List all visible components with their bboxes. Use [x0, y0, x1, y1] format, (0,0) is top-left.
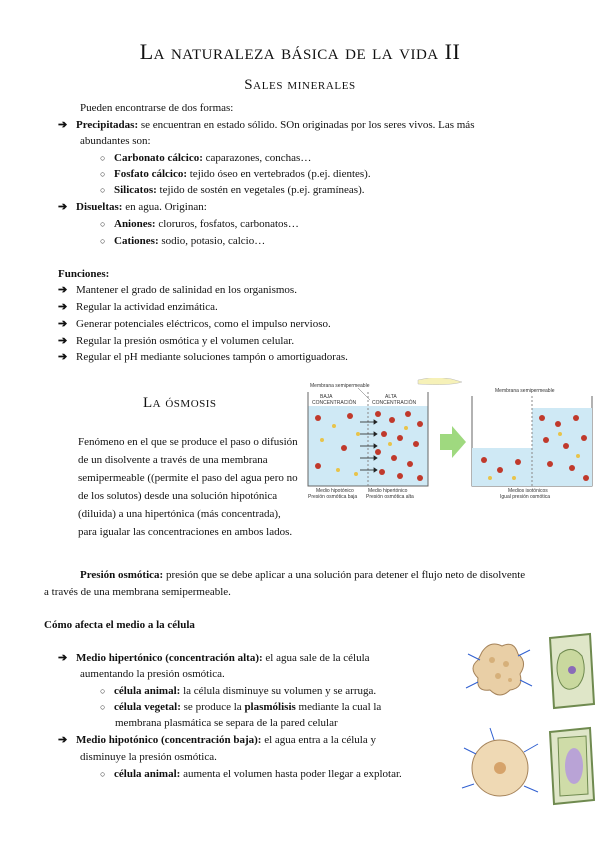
page-subtitle: Sales minerales [244, 77, 356, 93]
list-item-precipitadas: ➔ Precipitadas: se encuentran en estado sólido. SOn originadas por los seres vivos. Las más [58, 118, 474, 134]
high-conc-label-1: ALTA [385, 394, 397, 400]
arrow-right-icon: ➔ [58, 284, 68, 296]
list-item-continuation: abundantes son: [80, 135, 151, 147]
function-item: ➔ Generar potenciales eléctricos, como el impulso nervioso. [58, 317, 331, 333]
isotonic-label-2: Igual presión osmótica [500, 494, 551, 500]
function-item: ➔ Mantener el grado de salinidad en los organismos. [58, 283, 297, 299]
arrow-right-icon: ➔ [58, 351, 68, 363]
functions-heading: Funciones: [58, 268, 110, 280]
circle-bullet-icon: ○ [100, 236, 106, 246]
sublist-item: ○ Cationes: sodio, potasio, calcio… [100, 234, 265, 250]
hypotonic-label-2: Presión osmótica baja [308, 494, 358, 500]
arrow-right-icon: ➔ [58, 301, 68, 313]
circle-bullet-icon: ○ [100, 686, 106, 696]
hypertonic-item: ➔ Medio hipertónico (concentración alta): el agua sale de la célula [58, 651, 370, 667]
low-conc-label-1: BAJA [320, 394, 333, 400]
arrow-right-icon: ➔ [58, 335, 68, 347]
hypotonic-item: ➔ Medio hipotónico (concentración baja): el agua entra a la célula y [58, 733, 376, 749]
hypertonic-cells-illustration [460, 630, 596, 712]
hypotonic-continuation: disminuye la presión osmótica. [80, 751, 217, 763]
function-item: ➔ Regular la actividad enzimática. [58, 300, 218, 316]
right-beaker-water-left [472, 448, 532, 486]
osmotic-pressure-definition: Presión osmótica: presión que se debe aplicar a una solución para detener el flujo neto de disolvente [80, 569, 526, 581]
arrow-right-icon: ➔ [58, 734, 68, 746]
isotonic-label-1: Medios isotónicos [508, 488, 548, 494]
hypotonic-cells-illustration [460, 726, 596, 808]
membrane-label-left: Membrana semipermeable [310, 383, 370, 389]
low-conc-label-2: CONCENTRACIÓN [312, 400, 357, 406]
arrow-right-icon: ➔ [58, 119, 68, 131]
osmotic-pressure-continuation: a través de una membrana semipermeable. [44, 586, 231, 598]
sublist-item: ○ Aniones: cloruros, fosfatos, carbonatos… [100, 217, 299, 233]
list-item-disueltas: ➔ Disueltas: en agua. Originan: [58, 200, 207, 216]
speech-bubble-shape [418, 378, 462, 385]
circle-bullet-icon: ○ [100, 169, 106, 179]
circle-bullet-icon: ○ [100, 769, 106, 779]
circle-bullet-icon: ○ [100, 702, 106, 712]
sublist-item: ○ Silicatos: tejido de sostén en vegetales (p.ej. gramíneas). [100, 183, 365, 199]
sublist-item: ○ Carbonato cálcico: caparazones, conchas… [100, 151, 311, 167]
nucleus-icon [494, 762, 506, 774]
vacuole-icon [565, 748, 583, 784]
cell-heading: Cómo afecta el medio a la célula [44, 619, 195, 631]
page-title: La naturaleza básica de la vida II [139, 39, 461, 64]
hypotonic-label-1: Medio hipotónico [316, 488, 354, 494]
sublist-item: ○ célula animal: aumenta el volumen hasta poder llegar a explotar. [100, 767, 402, 783]
circle-bullet-icon: ○ [100, 185, 106, 195]
osmosis-heading: La ósmosis [143, 395, 217, 411]
function-item: ➔ Regular la presión osmótica y el volumen celular. [58, 334, 294, 350]
high-conc-label-2: CONCENTRACIÓN [372, 400, 417, 406]
process-arrow-icon [440, 426, 466, 458]
osmosis-diagram [300, 378, 600, 508]
membrane-label-right: Membrana semipermeable [495, 388, 555, 394]
hypertonic-label-2: Presión osmótica alta [366, 494, 414, 500]
arrow-right-icon: ➔ [58, 318, 68, 330]
sublist-item: ○ célula animal: la célula disminuye su volumen y se arruga. [100, 684, 376, 700]
hypertonic-continuation: aumentando la presión osmótica. [80, 668, 225, 680]
sublist-item: ○ célula vegetal: se produce la plasmólisis mediante la cual la [100, 700, 381, 716]
hypertonic-label-1: Medio hipertónico [368, 488, 408, 494]
arrow-right-icon: ➔ [58, 201, 68, 213]
function-item: ➔ Regular el pH mediante soluciones tampón o amortiguadoras. [58, 350, 348, 366]
intro-text: Pueden encontrarse de dos formas: [80, 102, 234, 114]
circle-bullet-icon: ○ [100, 219, 106, 229]
nucleus-icon [568, 666, 576, 674]
arrow-right-icon: ➔ [58, 652, 68, 664]
sublist-item: ○ Fosfato cálcico: tejido óseo en vertebrados (p.ej. dientes). [100, 167, 371, 183]
osmosis-definition: Fenómeno en el que se produce el paso o difusión de un disolvente a través de una membrana semipermeable ((permite el paso del agua pero no de los solutos) desde una solución hipotónica (diluida) a una hipertónica (más concentrada), para igualar las concentraciones en ambos lados. [78, 436, 298, 538]
sublist-continuation: membrana plasmática se separa de la pared celular [115, 717, 338, 729]
shrunken-animal-cell-icon [473, 644, 524, 695]
circle-bullet-icon: ○ [100, 153, 106, 163]
